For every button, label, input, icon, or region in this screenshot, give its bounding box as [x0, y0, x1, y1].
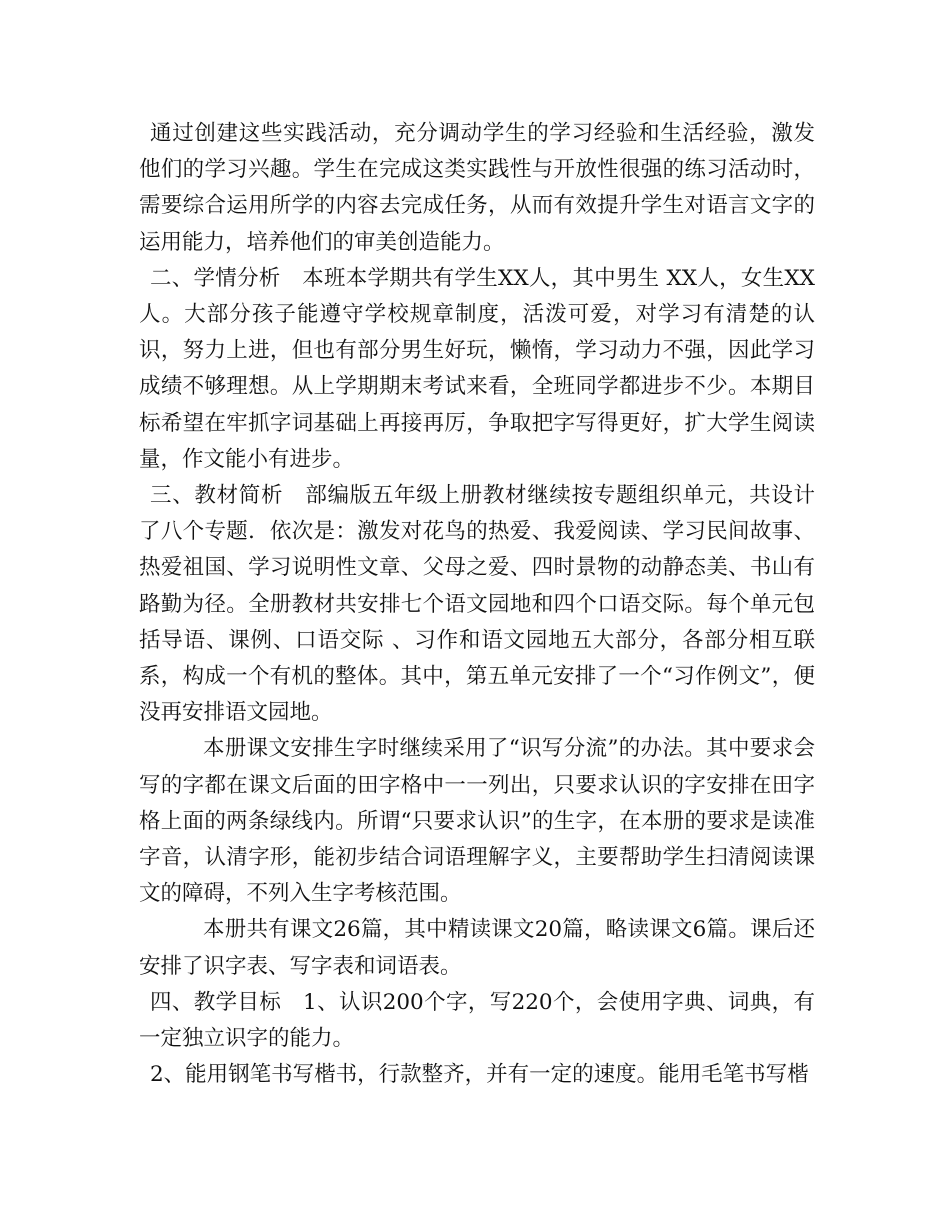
paragraph-textbook-analysis: 三、教材简析 部编版五年级上册教材继续按专题组织单元，共设计了八个专题．依次是：激发对花鸟的热爱、我爱阅读、学习民间故事、热爱祖国、学习说明性文章、父母之爱、四时景物的动静态美、书山有路勤为径。全册教材共安排七个语文园地和四个口语交际。每个单元包括导语、课例、口语交际 、习作和语文园地五大部分，各部分相互联系，构成一个有机的整体。其中，第五单元安排了一个“习作例文”，便没再安排语文园地。 — [139, 483, 815, 726]
paragraph-character-learning: 本册课文安排生字时继续采用了“识写分流”的办法。其中要求会写的字都在课文后面的田字格中一一列出，只要求认识的字安排在田字格上面的两条绿线内。所谓“只要求认识”的生字，在本册的要求是读准字音，认清字形，能初步结合词语理解字义，主要帮助学生扫清阅读课文的障碍，不列入生字考核范围。 — [139, 736, 815, 907]
paragraph-lesson-count: 本册共有课文26篇，其中精读课文20篇，略读课文6篇。课后还安排了识字表、写字表和词语表。 — [139, 917, 815, 979]
paragraph-student-analysis: 二、学情分析 本班本学期共有学生XX人，其中男生 XX人，女生XX 人。大部分孩子能遵守学校规章制度，活泼可爱，对学习有清楚的认识，努力上进，但也有部分男生好玩，懒惰，学习动力不强，因此学习成绩不够理想。从上学期期末考试来看，全班同学都进步不少。本期目标希望在牢抓字词基础上再接再厉，争取把字写得更好，扩大学生阅读量，作文能小有进步。 — [139, 265, 837, 472]
document-body — [139, 116, 837, 1093]
paragraph-practice-activities: 通过创建这些实践活动，充分调动学生的学习经验和生活经验，激发他们的学习兴趣。学生在完成这类实践性与开放性很强的练习活动时，需要综合运用所学的内容去完成任务，从而有效提升学生对语言文字的运用能力，培养他们的审美创造能力。 — [139, 121, 815, 255]
paragraph-handwriting-goal: 2、能用钢笔书写楷书，行款整齐，并有一定的速度。能用毛笔书写楷 — [150, 1062, 809, 1088]
paragraph-teaching-goals: 四、教学目标 1、认识200个字，写220个，会使用字典、词典，有一定独立识字的能力。 — [139, 989, 815, 1052]
